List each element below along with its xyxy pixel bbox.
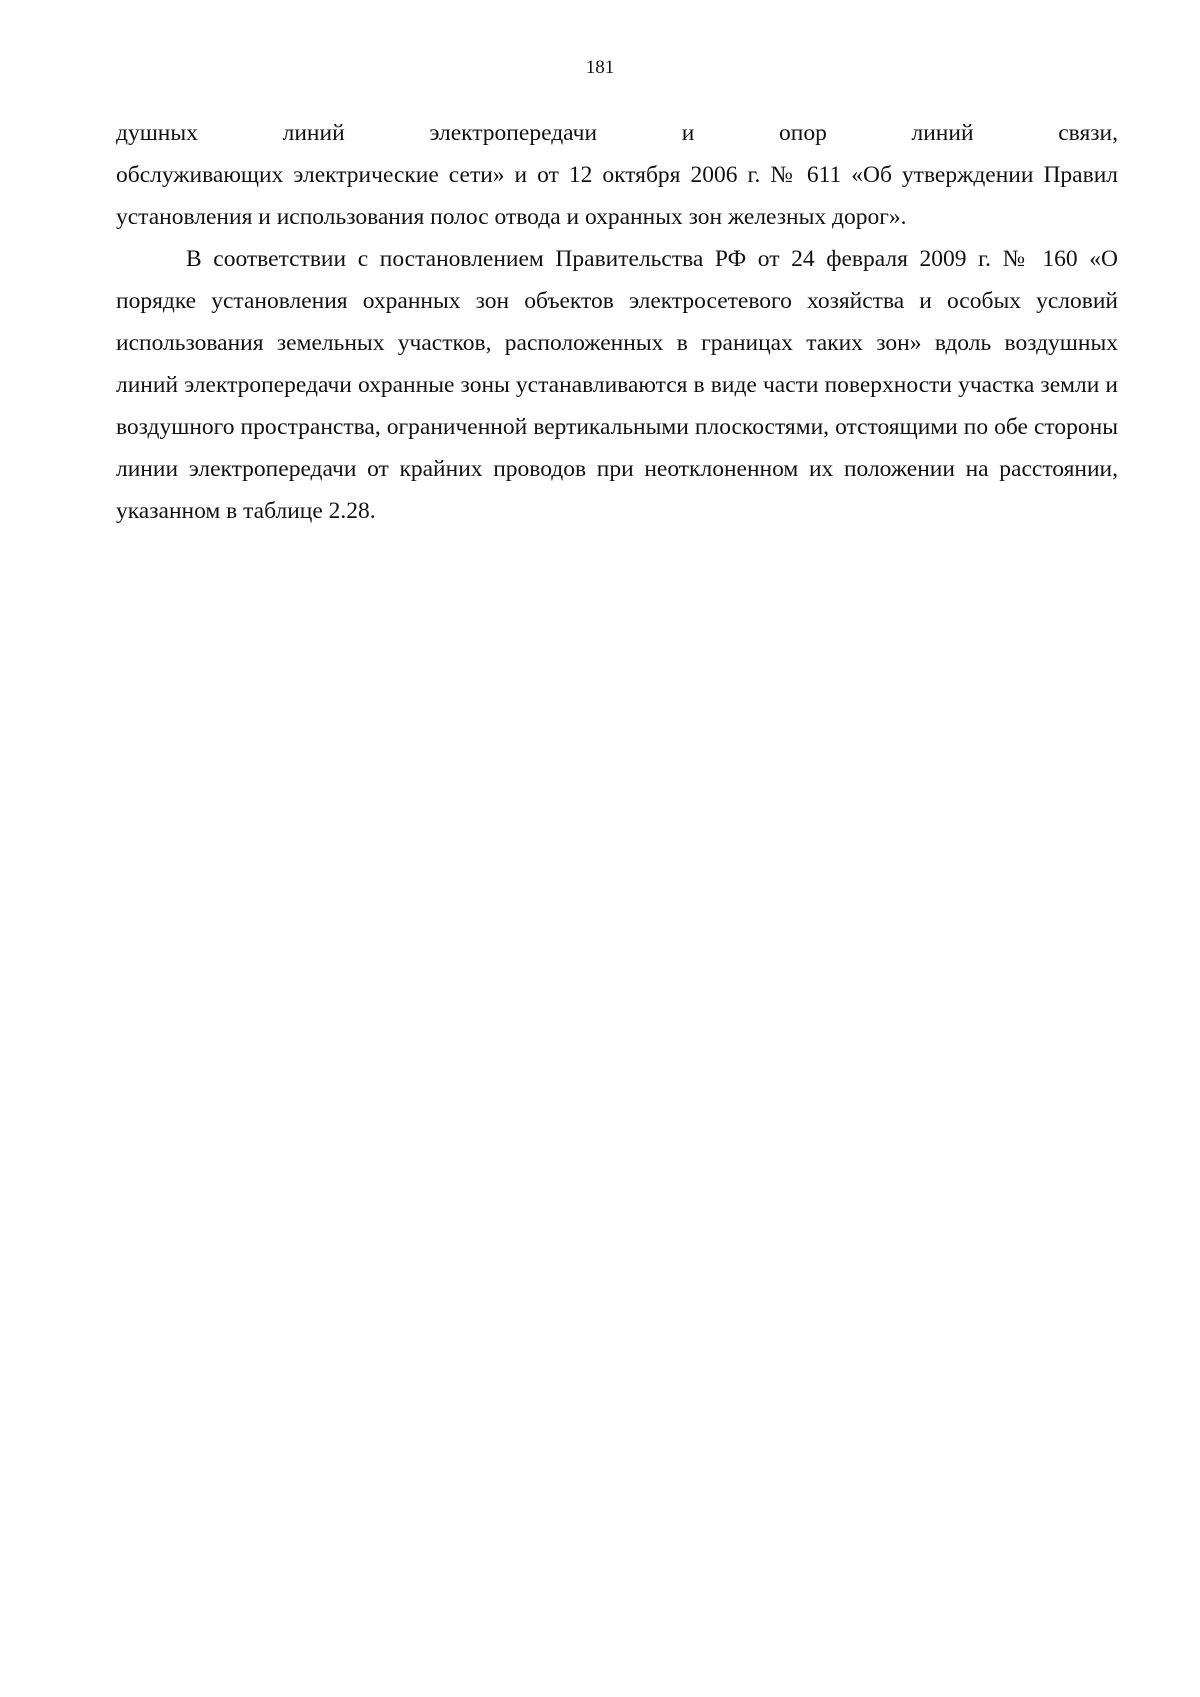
paragraph-continuation (116, 112, 1118, 238)
page-number: 181 (585, 57, 615, 78)
paragraph-protected-zones: В соответствии с постановлением Правительства РФ от 24 февраля 2009 г. № 160 «О порядке установления охранных зон объектов электросетевого хозяйства и особых условий использования земельных участков, расположенных в границах таких зон» вдоль воздушных линий электропередачи охранные зоны устанавливаются в виде части поверхности участка земли и воздушного пространства, ограниченной вертикальными плоскостями, отстоящими по обе стороны линии электропередачи от крайних проводов при неотклоненном их положении на расстоянии, указанном в таблице 2.28. (116, 246, 1118, 524)
paragraph-first-line: душных линий электропередачи и опор линий связи, (116, 120, 1118, 146)
document-body (116, 112, 1118, 532)
paragraph-continuation-text: обслуживающих электрические сети» и от 12 октября 2006 г. № 611 «Об утверждении Правил установления и использования полос отвода и охранных зон железных дорог». (116, 162, 1118, 230)
